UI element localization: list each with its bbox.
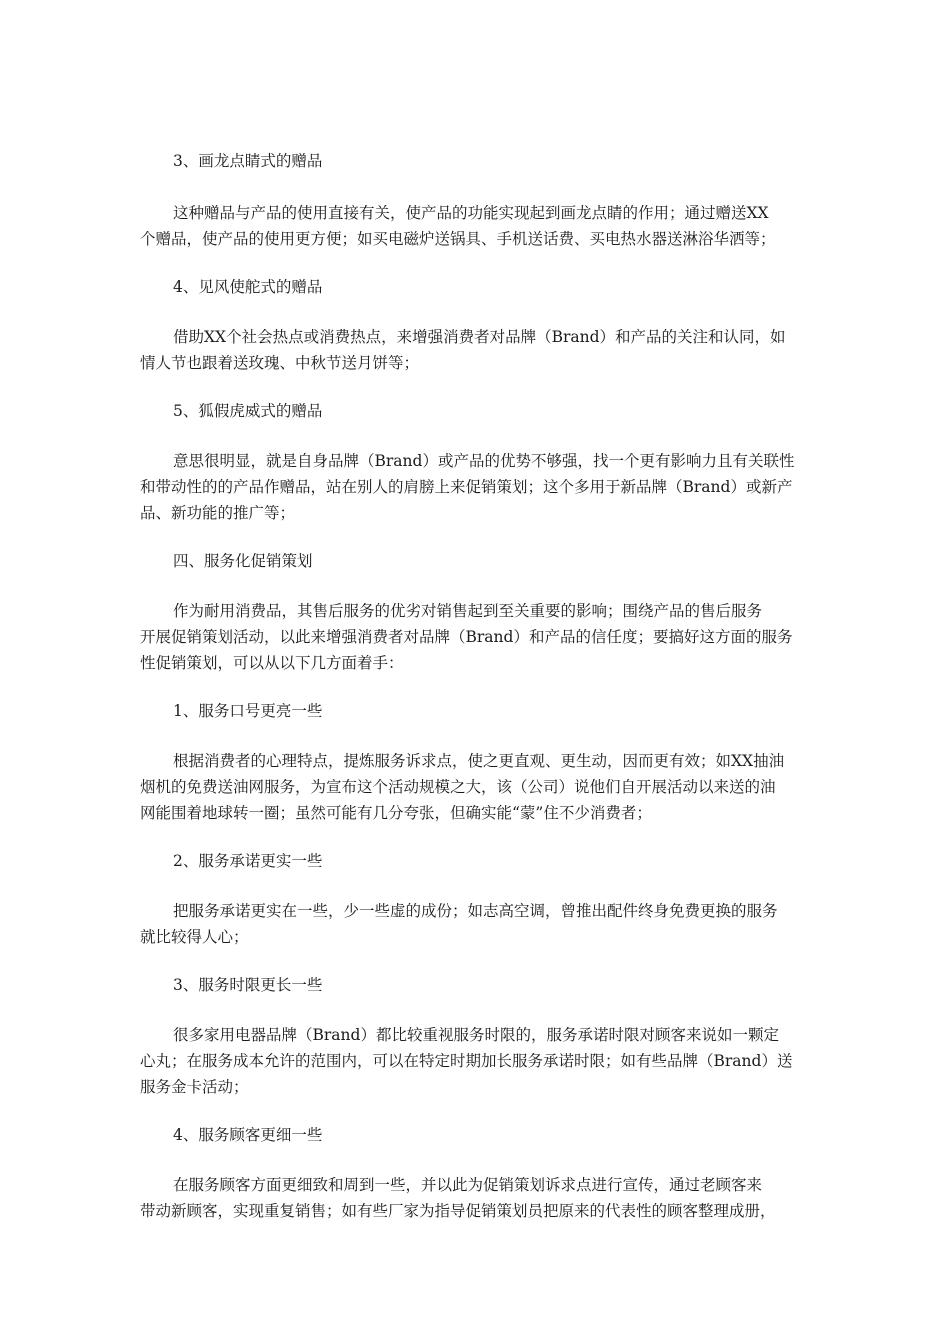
section-heading: 5、狐假虎威式的赠品: [173, 402, 323, 420]
paragraph-line: 烟机的免费送油网服务，为宣布这个活动规模之大，该（公司）说他们自开展活动以来送的油: [140, 778, 776, 796]
paragraph-line: 情人节也跟着送玫瑰、中秋节送月饼等；: [140, 354, 420, 372]
section-heading: 4、服务顾客更细一些: [173, 1126, 323, 1144]
paragraph-line: 服务金卡活动；: [140, 1078, 249, 1096]
section-heading: 3、服务时限更长一些: [173, 976, 323, 994]
section-heading: 1、服务口号更亮一些: [173, 702, 323, 720]
section-heading: 3、画龙点睛式的赠品: [173, 152, 323, 170]
paragraph-line: 心丸；在服务成本允许的范围内，可以在特定时期加长服务承诺时限；如有些品牌（Brand）送: [140, 1052, 793, 1070]
paragraph-line: 根据消费者的心理特点，提炼服务诉求点，使之更直观、更生动，因而更有效；如XX抽油: [173, 752, 785, 770]
paragraph-line: 就比较得人心；: [140, 928, 249, 946]
paragraph-line: 和带动性的的产品作赠品，站在别人的肩膀上来促销策划；这个多用于新品牌（Brand）或新产: [140, 478, 793, 496]
paragraph-line: 带动新顾客，实现重复销售；如有些厂家为指导促销策划员把原来的代表性的顾客整理成册，: [140, 1202, 776, 1220]
paragraph-line: 个赠品，使产品的使用更方便；如买电磁炉送锅具、手机送话费、买电热水器送淋浴华洒等；: [140, 230, 776, 248]
section-heading: 2、服务承诺更实一些: [173, 852, 323, 870]
section-heading: 四、服务化促销策划: [173, 552, 313, 570]
paragraph-line: 网能围着地球转一圈；虽然可能有几分夸张，但确实能“蒙”住不少消费者；: [140, 804, 652, 822]
paragraph-line: 把服务承诺更实在一些，少一些虚的成份；如志高空调，曾推出配件终身免费更换的服务: [173, 902, 778, 920]
paragraph-line: 意思很明显，就是自身品牌（Brand）或产品的优势不够强，找一个更有影响力且有关联性: [173, 452, 795, 470]
paragraph-line: 品、新功能的推广等；: [140, 504, 296, 522]
paragraph-line: 这种赠品与产品的使用直接有关，使产品的功能实现起到画龙点睛的作用；通过赠送XX: [173, 204, 769, 222]
paragraph-line: 开展促销策划活动，以此来增强消费者对品牌（Brand）和产品的信任度；要搞好这方面的服务: [140, 628, 793, 646]
paragraph-line: 借助XX个社会热点或消费热点，来增强消费者对品牌（Brand）和产品的关注和认同，如: [173, 328, 786, 346]
section-heading: 4、见风使舵式的赠品: [173, 278, 323, 296]
paragraph-line: 作为耐用消费品，其售后服务的优劣对销售起到至关重要的影响；围绕产品的售后服务: [173, 602, 763, 620]
paragraph-line: 在服务顾客方面更细致和周到一些，并以此为促销策划诉求点进行宣传，通过老顾客来: [173, 1176, 763, 1194]
paragraph-line: 性促销策划，可以从以下几方面着手：: [140, 654, 404, 672]
paragraph-line: 很多家用电器品牌（Brand）都比较重视服务时限的，服务承诺时限对顾客来说如一颗定: [173, 1026, 779, 1044]
